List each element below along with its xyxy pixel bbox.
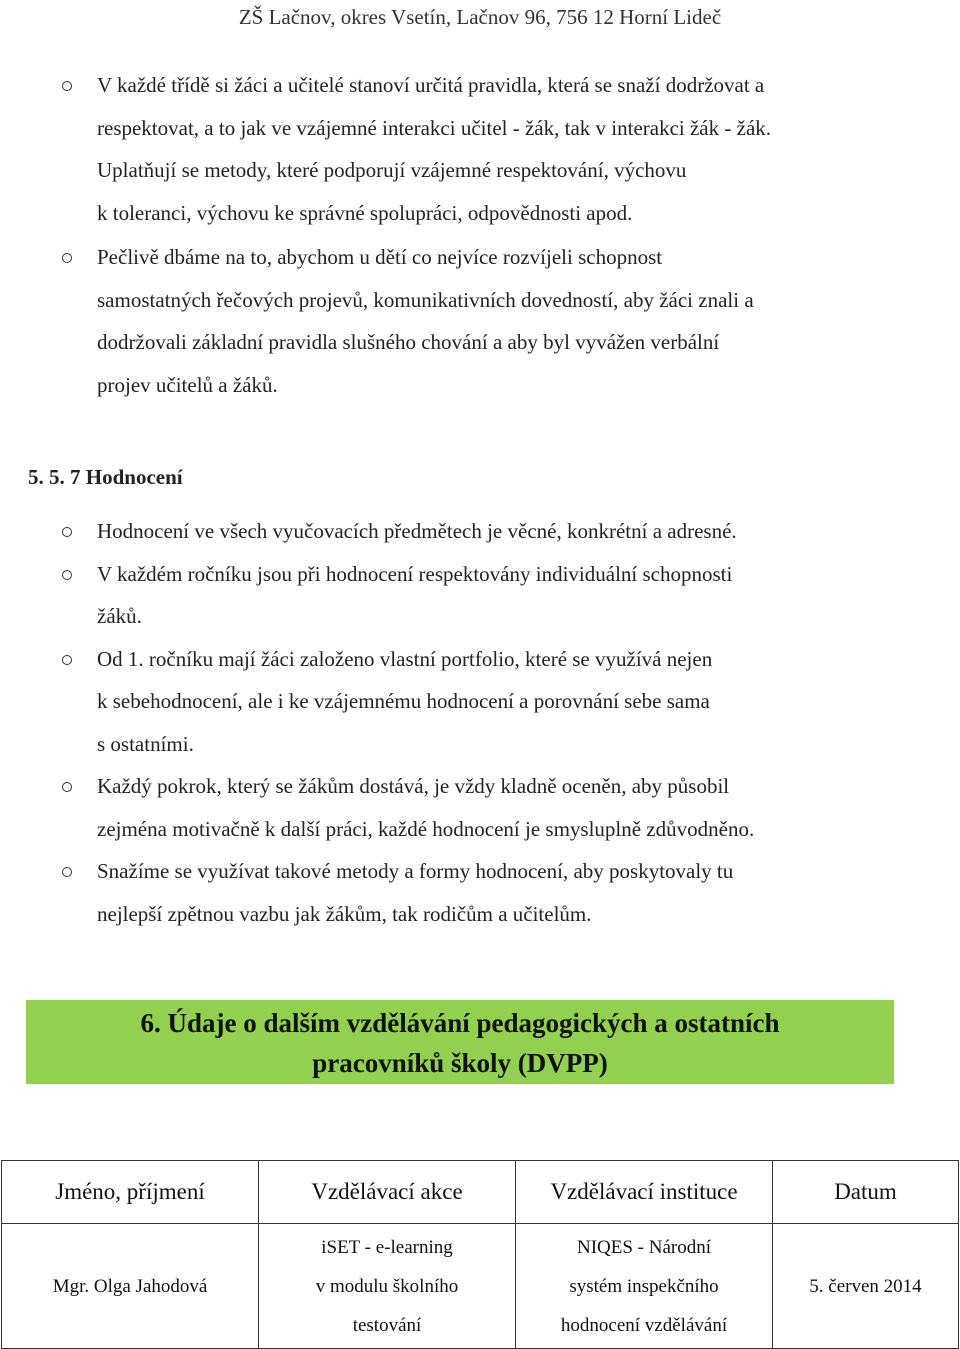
bullet-icon bbox=[62, 782, 72, 792]
list-item bbox=[0, 510, 960, 553]
cell-line: hodnocení vzdělávání bbox=[560, 1314, 728, 1336]
cell-line: iSET - e-learning bbox=[321, 1236, 453, 1258]
cell-line: v modulu školního bbox=[315, 1275, 459, 1297]
chapter-banner bbox=[26, 1000, 894, 1084]
list-item bbox=[0, 64, 960, 234]
cell-line: NIQES - Národní bbox=[576, 1236, 712, 1258]
column-header: Vzdělávací akce bbox=[259, 1161, 516, 1224]
cell-date: 5. červen 2014 bbox=[773, 1224, 959, 1349]
list-item-line: Od 1. ročníku mají žáci založeno vlastní portfolio, které se využívá nejen bbox=[97, 646, 713, 671]
list-item-line: dodržovali základní pravidla slušného chování a aby byl vyvážen verbální bbox=[97, 330, 720, 354]
cell-line: systém inspekčního bbox=[569, 1275, 719, 1297]
dvpp-table bbox=[1, 1160, 959, 1349]
column-header: Datum bbox=[773, 1161, 959, 1224]
list-item-line: Snažíme se využívat takové metody a formy hodnocení, aby poskytovaly tu bbox=[97, 859, 734, 883]
section-heading: 5. 5. 7 Hodnocení bbox=[28, 465, 183, 489]
table-header-row bbox=[2, 1161, 959, 1224]
cell-line: testování bbox=[352, 1314, 422, 1336]
bullet-icon bbox=[62, 867, 72, 877]
cell-action bbox=[259, 1224, 516, 1349]
list-item-line: zejména motivačně k další práci, každé hodnocení je smysluplně zdůvodněno. bbox=[97, 816, 755, 841]
list-item-line: Hodnocení ve všech vyučovacích předmětech je věcné, konkrétní a adresné. bbox=[97, 519, 737, 543]
list-item-line: nejlepší zpětnou vazbu jak žákům, tak rodičům a učitelům. bbox=[97, 901, 592, 926]
list-item-line: projev učitelů a žáků. bbox=[97, 372, 278, 397]
chapter-title-line: pracovníků školy (DVPP) bbox=[312, 1048, 608, 1078]
list-item-line: samostatných řečových projevů, komunikativních dovedností, aby žáci znali a bbox=[97, 287, 754, 312]
assessment-list bbox=[0, 510, 960, 935]
page-header: ZŠ Lačnov, okres Vsetín, Lačnov 96, 756 12 Horní Lideč bbox=[238, 5, 722, 29]
cell-institution bbox=[516, 1224, 773, 1349]
list-item-line: respektovat, a to jak ve vzájemné interakci učitel - žák, tak v interakci žák - žák. bbox=[97, 115, 772, 140]
bullet-icon bbox=[62, 655, 72, 665]
list-item-line: k toleranci, výchovu ke správné spolupráci, odpovědnosti apod. bbox=[97, 200, 633, 225]
list-item bbox=[0, 765, 960, 850]
list-item-line: Uplatňují se metody, které podporují vzájemné respektování, výchovu bbox=[97, 158, 687, 182]
bullet-icon bbox=[62, 570, 72, 580]
list-item-line: s ostatními. bbox=[97, 731, 194, 756]
chapter-title-line: 6. Údaje o dalším vzdělávání pedagogických a ostatních bbox=[140, 1008, 780, 1038]
list-item-line: V každé třídě si žáci a učitelé stanoví určitá pravidla, která se snaží dodržovat a bbox=[97, 73, 765, 97]
list-item bbox=[0, 638, 960, 766]
list-item bbox=[0, 553, 960, 638]
cell-name: Mgr. Olga Jahodová bbox=[2, 1224, 259, 1349]
list-item bbox=[0, 850, 960, 935]
list-item-line: Každý pokrok, který se žákům dostává, je vždy kladně oceněn, aby působil bbox=[97, 774, 730, 798]
rules-list bbox=[0, 64, 960, 406]
table-row bbox=[2, 1224, 959, 1349]
column-header: Vzdělávací instituce bbox=[516, 1161, 773, 1224]
list-item-line: k sebehodnocení, ale i ke vzájemnému hodnocení a porovnání sebe sama bbox=[97, 689, 710, 713]
bullet-icon bbox=[62, 81, 72, 91]
list-item bbox=[0, 236, 960, 406]
bullet-icon bbox=[62, 253, 72, 263]
list-item-line: Pečlivě dbáme na to, abychom u dětí co nejvíce rozvíjeli schopnost bbox=[97, 245, 663, 269]
column-header: Jméno, příjmení bbox=[2, 1161, 259, 1224]
bullet-icon bbox=[62, 527, 72, 537]
list-item-line: žáků. bbox=[97, 604, 142, 628]
list-item-line: V každém ročníku jsou při hodnocení respektovány individuální schopnosti bbox=[97, 561, 733, 586]
